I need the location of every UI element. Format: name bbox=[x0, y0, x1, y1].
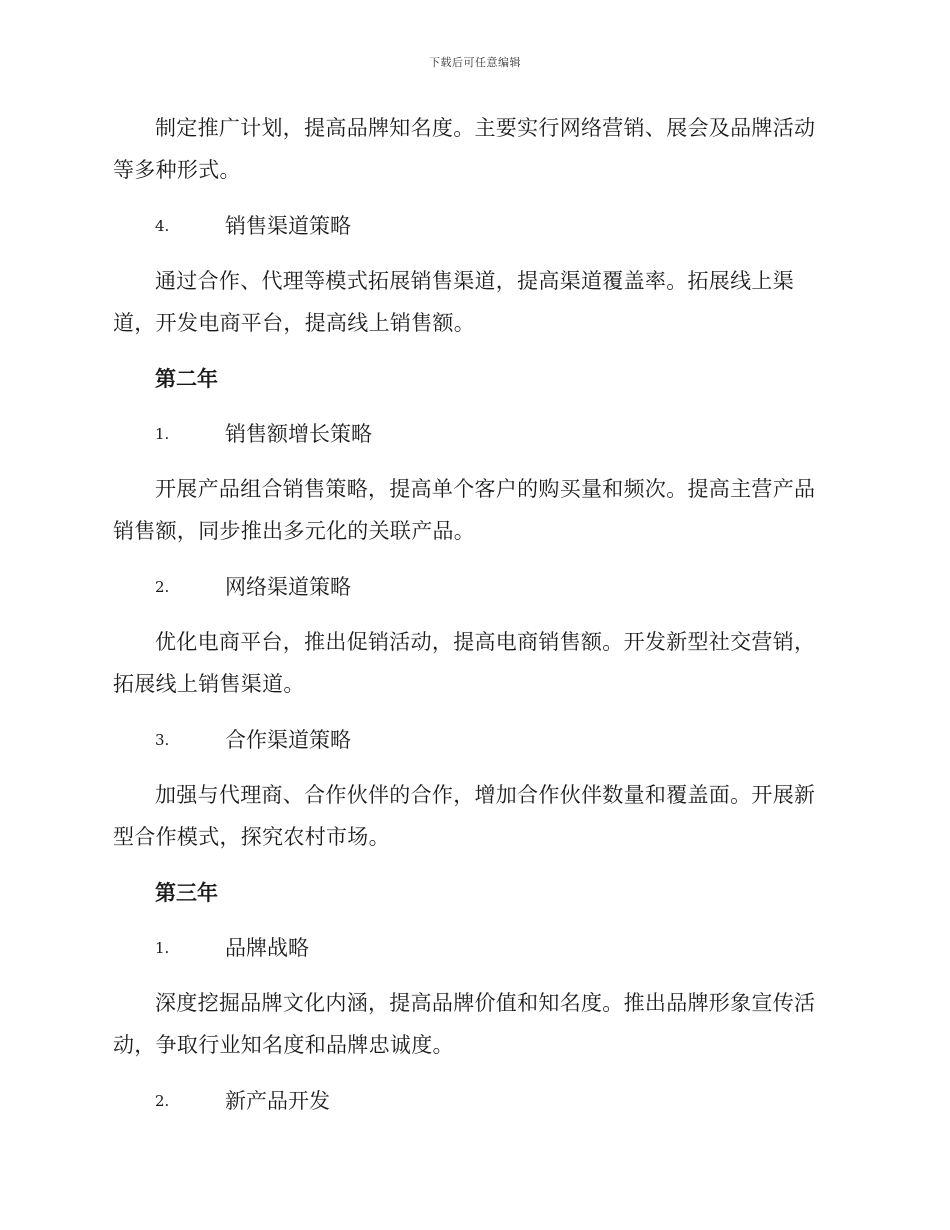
list-item bbox=[113, 205, 835, 247]
list-item-label: 网络渠道策略 bbox=[225, 575, 351, 599]
list-item bbox=[113, 927, 835, 969]
list-item-label: 销售渠道策略 bbox=[225, 214, 351, 238]
list-item-number: 2. bbox=[155, 1092, 170, 1110]
list-item-label: 新产品开发 bbox=[225, 1089, 330, 1113]
list-item-label: 合作渠道策略 bbox=[225, 728, 351, 752]
list-item-number: 3. bbox=[155, 731, 170, 749]
paragraph: 加强与代理商、合作伙伴的合作，增加合作伙伴数量和覆盖面。开展新型合作模式，探究农村市场。 bbox=[113, 783, 816, 849]
page-header: 下载后可任意编辑 bbox=[429, 56, 521, 69]
paragraph: 优化电商平台，推出促销活动，提高电商销售额。开发新型社交营销，拓展线上销售渠道。 bbox=[113, 630, 816, 696]
paragraph: 通过合作、代理等模式拓展销售渠道，提高渠道覆盖率。拓展线上渠道，开发电商平台，提高线上销售额。 bbox=[113, 269, 794, 335]
list-item-label: 销售额增长策略 bbox=[225, 422, 372, 446]
list-item-number: 1. bbox=[155, 939, 170, 957]
paragraph: 开展产品组合销售策略，提高单个客户的购买量和频次。提高主营产品销售额，同步推出多元化的关联产品。 bbox=[113, 477, 816, 543]
list-item-number: 4. bbox=[155, 217, 170, 235]
paragraph: 制定推广计划，提高品牌知名度。主要实行网络营销、展会及品牌活动等多种形式。 bbox=[113, 116, 816, 182]
list-item-number: 1. bbox=[155, 425, 170, 443]
list-item-label: 品牌战略 bbox=[225, 936, 309, 960]
section-heading-year-3: 第三年 bbox=[155, 880, 218, 905]
list-item bbox=[113, 1080, 835, 1122]
paragraph: 深度挖掘品牌文化内涵，提高品牌价值和知名度。推出品牌形象宣传活动，争取行业知名度和品牌忠诚度。 bbox=[113, 991, 816, 1057]
list-item bbox=[113, 719, 835, 761]
section-heading-year-2: 第二年 bbox=[155, 366, 218, 391]
list-item bbox=[113, 413, 835, 455]
list-item bbox=[113, 566, 835, 608]
document-body bbox=[113, 107, 835, 1135]
list-item-number: 2. bbox=[155, 578, 170, 596]
